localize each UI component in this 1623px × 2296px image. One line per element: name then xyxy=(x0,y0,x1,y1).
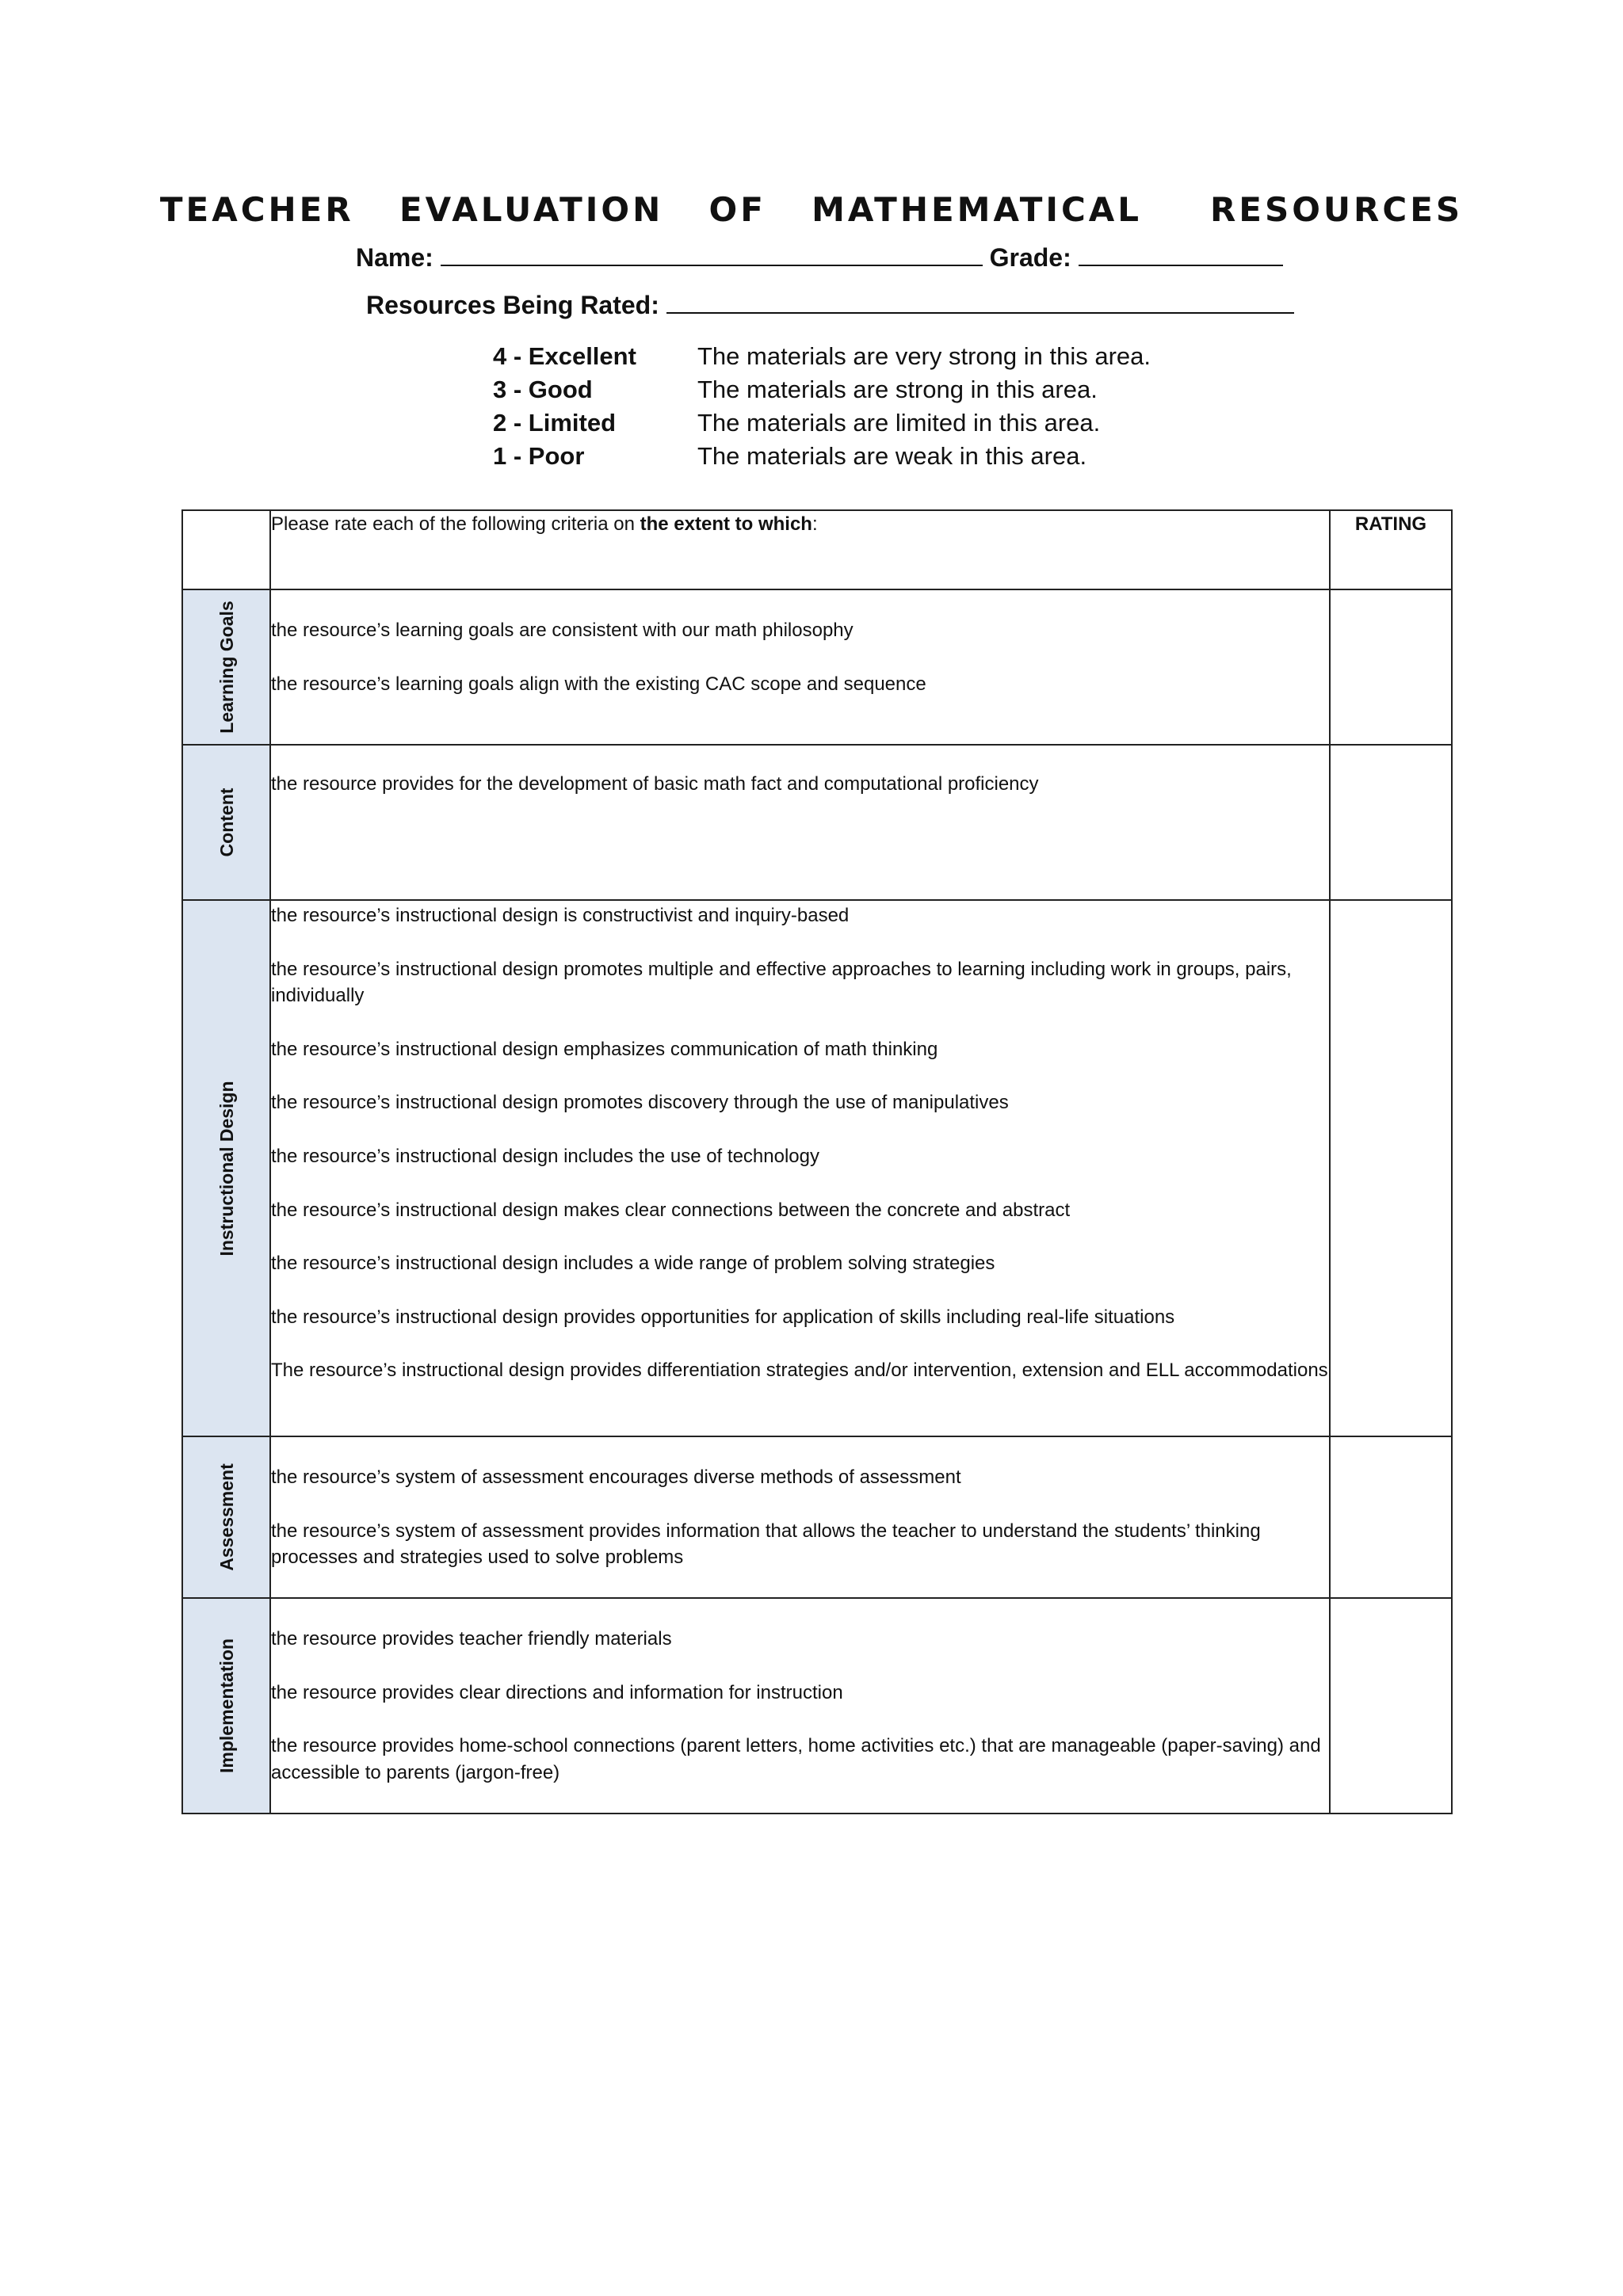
criterion: the resource’s instructional design promotes multiple and effective approaches to learning including work in groups, pairs, individually xyxy=(271,958,1292,1007)
scale-level: 4 - Excellent xyxy=(493,342,636,370)
header-instruction-suffix: : xyxy=(812,513,818,535)
criterion: the resource provides clear directions and information for instruction xyxy=(271,1681,843,1703)
criteria-cell xyxy=(270,1436,1330,1598)
section-row-learning-goals xyxy=(182,589,1452,745)
criteria-cell xyxy=(270,900,1330,1436)
criterion: The resource’s instructional design provides differentiation strategies and/or intervention, extension and ELL accommodations xyxy=(271,1360,1328,1382)
resources-field[interactable] xyxy=(666,290,1294,314)
section-row-implementation xyxy=(182,1598,1452,1814)
section-row-content xyxy=(182,745,1452,900)
category-label: Implementation xyxy=(216,1638,237,1773)
category-label: Content xyxy=(216,788,237,857)
criterion: the resource’s instructional design includes a wide range of problem solving strategies xyxy=(271,1253,995,1275)
name-label: Name: xyxy=(356,243,433,272)
rating-header: RATING xyxy=(1354,513,1427,535)
rating-table xyxy=(181,509,1453,1814)
header-instruction-bold: the extent to which xyxy=(640,513,812,535)
criterion: the resource’s system of assessment provides information that allows the teacher to understand the students’ thinking processes and strategies used to solve problems xyxy=(271,1520,1261,1569)
table-header-row xyxy=(182,510,1452,589)
criterion: the resource’s system of assessment encourages diverse methods of assessment xyxy=(271,1466,961,1488)
category-label: Assessment xyxy=(216,1463,237,1571)
criterion: the resource’s instructional design is constructivist and inquiry-based xyxy=(271,905,850,926)
criterion: the resource’s learning goals are consistent with our math philosophy xyxy=(271,620,854,641)
scale-description: The materials are strong in this area. xyxy=(697,376,1098,403)
rating-cell[interactable] xyxy=(1330,745,1452,900)
criterion: the resource’s instructional design promotes discovery through the use of manipulatives xyxy=(271,1092,1009,1114)
criterion: the resource’s instructional design emphasizes communication of math thinking xyxy=(271,1038,938,1060)
header-blank-cell xyxy=(182,510,270,589)
category-cell xyxy=(182,1598,270,1814)
rating-cell[interactable] xyxy=(1330,1436,1452,1598)
page-title: TEACHER EVALUATION OF MATHEMATICAL RESOURCES xyxy=(159,190,1464,229)
scale-level: 2 - Limited xyxy=(493,409,617,437)
resources-label: Resources Being Rated: xyxy=(366,291,659,319)
scale-row-limited xyxy=(493,409,1100,437)
scale-level: 3 - Good xyxy=(493,376,593,403)
scale-description: The materials are limited in this area. xyxy=(697,409,1101,437)
header-criteria-cell xyxy=(270,510,1330,589)
criterion: the resource’s instructional design makes clear connections between the concrete and abstract xyxy=(271,1199,1071,1221)
criterion: the resource provides for the development of basic math fact and computational proficiency xyxy=(271,773,1039,795)
criterion: the resource’s learning goals align with the existing CAC scope and sequence xyxy=(271,673,926,695)
category-cell xyxy=(182,900,270,1436)
resources-line xyxy=(366,290,1294,320)
criteria-cell xyxy=(270,589,1330,745)
criteria-cell xyxy=(270,745,1330,900)
criterion: the resource’s instructional design includes the use of technology xyxy=(271,1145,819,1167)
grade-label: Grade: xyxy=(989,243,1071,272)
category-cell xyxy=(182,745,270,900)
category-label: Learning Goals xyxy=(216,601,237,734)
criteria-cell xyxy=(270,1598,1330,1814)
header-instruction-text: Please rate each of the following criteria on xyxy=(271,513,640,535)
rating-cell[interactable] xyxy=(1330,1598,1452,1814)
scale-row-excellent xyxy=(493,342,1151,371)
scale-row-poor xyxy=(493,442,1086,471)
category-label: Instructional Design xyxy=(216,1080,237,1257)
scale-level: 1 - Poor xyxy=(493,442,585,470)
scale-description: The materials are weak in this area. xyxy=(697,442,1087,470)
rating-cell[interactable] xyxy=(1330,900,1452,1436)
rating-cell[interactable] xyxy=(1330,589,1452,745)
scale-description: The materials are very strong in this area. xyxy=(697,342,1151,370)
scale-row-good xyxy=(493,376,1098,404)
section-row-instructional-design xyxy=(182,900,1452,1436)
header-instruction xyxy=(271,511,1329,538)
criterion: the resource provides home-school connections (parent letters, home activities etc.) that are manageable (paper-saving) and accessible to parents (jargon-free) xyxy=(271,1735,1321,1783)
criterion: the resource provides teacher friendly materials xyxy=(271,1628,672,1650)
category-cell xyxy=(182,1436,270,1598)
section-row-assessment xyxy=(182,1436,1452,1598)
name-field[interactable] xyxy=(441,242,983,266)
header-rating-cell xyxy=(1330,510,1452,589)
grade-field[interactable] xyxy=(1079,242,1283,266)
criterion: the resource’s instructional design provides opportunities for application of skills including real-life situations xyxy=(271,1306,1175,1328)
name-grade-line xyxy=(356,242,1283,273)
category-cell xyxy=(182,589,270,745)
